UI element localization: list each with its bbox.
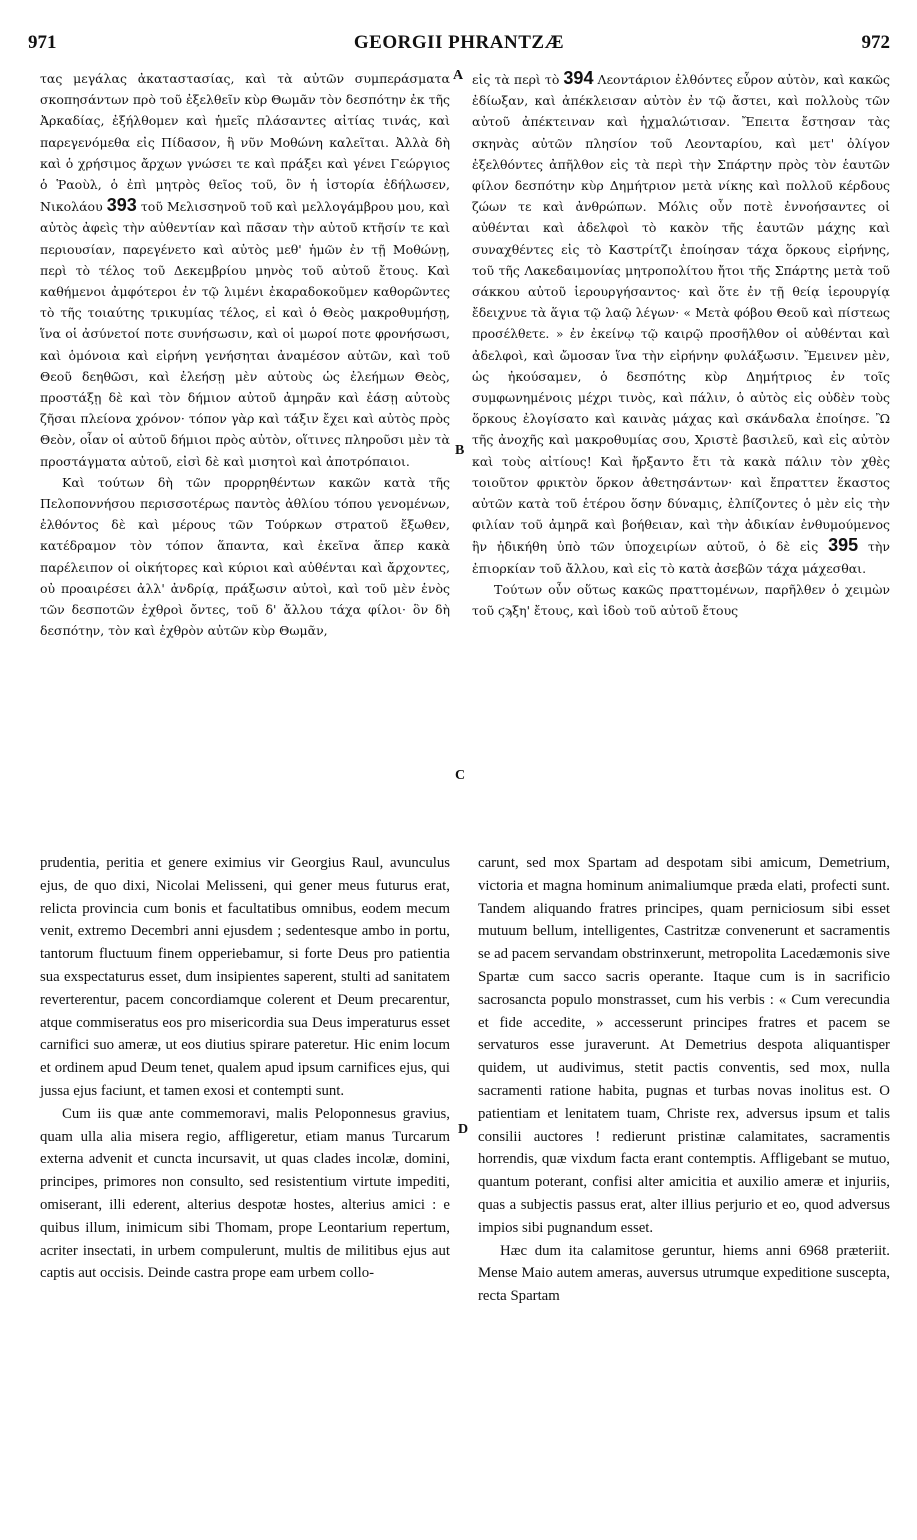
- greek-right-paragraph-1: [472, 68, 890, 579]
- greek-left-paragraph-1: [40, 68, 450, 472]
- page-header: [28, 32, 890, 56]
- greek-column-right: [472, 68, 890, 848]
- greek-left-paragraph-2: Καὶ τούτων δὴ τῶν προρρηθέντων κακῶν κατὰ τῆς Πελοποννήσου περισσοτέρως παντὸς ἀθλίου τόπου γενομένων, ἐλθόντος δὲ καὶ μέρους τῶν Τούρκων στρατοῦ ἔξωθεν, κατέδραμον τὸν τόπον ἅπαντα, καὶ ἐκεῖνα ἅπερ κακὰ παρέλειπον οἱ οἰκήτορες καὶ κύριοι καὶ αὐθένται καὶ ἄρχοντες, οὐ προαιρέσει ἀλλ' ἀνδρίᾳ, πράξωσιν αὐτοὶ, καὶ τοῦ μὲν ἑνὸς τῶν δεσποτῶν ἐχθροὶ ὄντες, τοῦ δ' ἄλλου τάχα φίλοι· ὃν δὴ δεσπότην, τὸν καὶ ἐχθρὸν αὐτῶν κὺρ Θωμᾶν,: [40, 474, 450, 639]
- margin-mark-a: A: [453, 68, 464, 83]
- margin-mark-c: C: [455, 768, 466, 783]
- greek-left-text-a: τας μεγάλας ἀκαταστασίας, καὶ τὰ αὐτῶν συμπεράσματα σκοπησάντων πρὸ τοῦ ἐξελθεῖν κὺρ Θωμᾶν τὸν δεσπότην ἐκ τῆς Ἀρκαδίας, ἐξήλθομεν καὶ ἡμεῖς πλάσαντες αἰτίας τινάς, καὶ παρεγενόμεθα εἰς Πίδασον, ἣ νῦν Μοθώνη καλεῖται. Ἀλλὰ δὴ καὶ ὁ χρήσιμος ἄρχων γνώσει τε καὶ πράξει καὶ γένει Γεώργιος ὁ Ῥαοὺλ, ὁ ἐπὶ μητρὸς θεῖος τοῦ, ὃν ἡ ἱστορία ἐδήλωσεν, Νικολάου: [40, 71, 450, 215]
- running-title: GEORGII PHRANTZÆ: [353, 32, 565, 53]
- margin-mark-d: D: [458, 1122, 469, 1137]
- latin-right-paragraph-1: carunt, sed mox Spartam ad despotam sibi amicum, Demetrium, victoria et magna hominum animaliumque præda elati, profecti sunt. Tandem aliquando fratres principes, quam perniciosum sibi esset mutuum bellum, intelligentes, Castritzæ convenerunt et sacramentis se ad pacem servandam obstrinxerunt, metropolita Lacedæmonis sive Spartæ cum sacco sacris operante. Itaque cum is in sacrificio sacrosancta populo monstrasset, cum his verbis : « Cum verecundia et fide accedite, » accesserunt principes fratres et pacem se servaturos esse juraverunt. At Demetrius despota aliquantisper quidem, ut audivimus, stetit pactis conventis, sed mox, nulla sacramenti ratione habita, pugnas et turbas novas inolitus est. O patientiam et lenitatem tuam, Christe rex, adversus ipsum et talis consilii auctores ! redierunt pristinæ calamitates, sacramentis horrendis, quæ vixdum facta erant contemptis. Affligebant se mutuo, quantum poterant, confisi alter amicitia et auxilio ameræ et injuriis, quas a subjectis passus erat, alter illius perjurio et eo, quod adversus impios sibi pugnandum esset.: [478, 855, 890, 1236]
- latin-column-left: [40, 852, 450, 1492]
- greek-right-text-a: εἰς τὰ περὶ τὸ: [472, 72, 560, 87]
- greek-column-left: [40, 68, 450, 848]
- greek-right-text-b: Λεοντάριον ἐλθόντες εὗρον αὐτὸν, καὶ κακῶς ἐδίωξαν, καὶ ἀπέκλεισαν αὐτὸν ἐν τῷ ἄστει, καὶ πολλοὺς τῶν αὐτοῦ ἀπέκτειναν καὶ ἠχμαλώτισαν. Ἔπειτα ἔστησαν τὰς σκηνὰς αὐτῶν πλησίον τοῦ Λεονταρίου, καὶ μετ' ὀλίγον ἐξελθόντες ἀπῆλθον εἰς τὰ περὶ τὴν Σπάρτην πρὸς τὸν ἑαυτῶν φίλον δεσπότην κὺρ Δημήτριον μετὰ νίκης καὶ πολλοῦ κέρδους ζώων τε καὶ ἀνθρώπων. Μόλις οὖν ποτὲ ἐννοήσαντες οἱ αὐθένται καὶ ἀδελφοὶ τὸ κακὸν τῆς ἑαυτῶν μάχης καὶ συναχθέντες εἰς τὸ Καστρίτζι ἐποίησαν τάχα ὅρκους εἰρήνης, τοῦ τῆς Λακεδαιμονίας μητροπολίτου ἤτοι τῆς Σπάρτης μετὰ τοῦ σάκκου αὐτοῦ ἱερουργήσαντος· καὶ ὅτε ἐν τῇ θείᾳ ἱερουργίᾳ ἔδειχνυε τὰ ἅγια τῷ λαῷ λέγων· « Μετὰ φόβου Θεοῦ καὶ πίστεως προσέλθετε. » ἐν ἐκείνῳ τῷ καιρῷ προσῆλθον οἱ αὐθένται καὶ ἀδελφοὶ, καὶ ὤμοσαν ἵνα τὴν εἰρήνην φυλάξωσιν. Ἔμεινεν μὲν, ὡς ἠκούσαμεν, ὁ δεσπότης κὺρ Δημήτριος ἐν τοῖς συμφωνημένοις μέχρι τινὸς, καὶ πάλιν, ὁ αὐτὸς εἰς οὐδὲν τοὺς ὅρκους ἐλογίσατο καὶ καινὰς μάχας καὶ σκάνδαλα ἐποίησε. Ὢ τῆς ἀνοχῆς καὶ μακροθυμίας σου, Χριστὲ βασιλεῦ, καὶ εἰς αὐτὸν καὶ τοὺς αἰτίους! Καὶ ἤρξαντο ἔτι τὰ κακὰ πάλιν τὸν χθὲς τοιοῦτον φρικτὸν ὅρκον ἀθετησάντων· καὶ ἔπραττεν ἕκαστος αὐτῶν κατὰ τοῦ ἑτέρου ὅσην δύναμις, ἐλπίζοντες ὁ μὲν εἰς τὴν φιλίαν τοῦ ἀμηρᾶ καὶ βοήθειαν, καὶ τὴν ἀδικίαν ἐνθυμούμενος ἣν ἠδικήθη ὑπὸ τῶν ὑποχειρίων αὐτοῦ, ὁ δὲ εἰς: [472, 72, 890, 555]
- edition-page-number-393: 393: [106, 195, 137, 216]
- latin-left-paragraph-2: Cum iis quæ ante commemoravi, malis Peloponnesus gravius, quam ulla alia misera regio, affligeretur, etiam manus Turcarum externa advenit et cuncta incursavit, ut quas clades incolæ, domini, principes, primores non consulto, sed resistentium virtute impediti, omiserant, illi ederent, alterius despotæ hostes, alterius amici : e quibus illum, inimicum sibi Thomam, prope Leontarium repertum, acriter insectati, in urbem compulerunt, multis de militibus ejus aut captis aut occisis. Deinde castra prope eam urbem collo-: [40, 1105, 450, 1282]
- latin-right-paragraph-2: Hæc dum ita calamitose geruntur, hiems anni 6968 præteriit. Mense Maio autem ameras, auversus utrumque expeditione suscepta, recta Spartam: [478, 1242, 890, 1305]
- edition-page-number-394: 394: [563, 68, 594, 88]
- greek-left-text-b: τοῦ Μελισσηνοῦ τοῦ καὶ μελλογάμβρου μου, καὶ αὐτὸς ἀφεὶς τὴν αὐθεντίαν καὶ πᾶσαν τὴν αὐτοῦ κτῆσίν τε καὶ περιουσίαν, παρεγένετο καὶ αὐτὸς μεθ' ἡμῶν ἐν τῇ Μοθώνῃ, περὶ τὸ τέλος τοῦ Δεκεμβρίου μηνὸς τοῦ αὐτοῦ ἔτους. Καὶ καθήμενοι ἀμφότεροι ἐν τῷ λιμένι ἐκαραδοκοῦμεν καθορῶντες τὸ τῆς τοιαύτης τρικυμίας τέλος, εἰ καὶ ὁ Θεὸς μακροθυμήσῃ, ἵνα οἱ ἀσύνετοί ποτε συνήσωσιν, καὶ οἱ μωροί ποτε φρονήσωσι, καὶ ὁμόνοια καὶ εἰρήνη γενήσηται ἀναμέσον αὐτῶν, καὶ τοῦ Θεοῦ δεηθῶσι, καὶ ἐλεήσῃ μὲν αὐτοὺς ὡς ἐλεήμων Θεὸς, προστάξῃ δὲ καὶ τὸν δήμιον αὐτοῦ ἀμηρᾶν καὶ ἐάσῃ αὐτοὺς ζῆσαι πλείονα χρόνον· τόπον γὰρ καὶ τάξιν ἔχει καὶ αὐτὸς πρὸς Θεὸν, οἷαν οἱ αὐτοῦ δήμιοι πρὸς αὐτὸν, οἵτινες πληροῦσι μὲν τὰ προστάγματα αὐτοῦ, εἰσὶ δὲ καὶ μισητοὶ καὶ ἀποτρόπαιοι.: [40, 199, 450, 469]
- page-number-left: 971: [28, 32, 57, 53]
- greek-right-text-c: τὴν ἐπιορκίαν τοῦ ἄλλου, καὶ εἰς τὸ κατὰ ἀσεβῶν τάχα μάχεσθαι.: [472, 539, 890, 576]
- page-number-right: 972: [861, 32, 890, 53]
- greek-right-paragraph-2: Τούτων οὖν οὕτως κακῶς πραττομένων, παρῆλθεν ὁ χειμὼν τοῦ ϛϡξη' ἔτους, καὶ ἰδοὺ τοῦ αὐτοῦ ἔτους: [472, 581, 890, 619]
- edition-page-number-395: 395: [828, 535, 859, 556]
- latin-column-right: [478, 852, 890, 1492]
- margin-mark-b: B: [455, 443, 465, 458]
- latin-left-paragraph-1: prudentia, peritia et genere eximius vir Georgius Raul, avunculus ejus, de quo dixi, Nicolai Melisseni, qui gener meus futurus erat, relicta provincia cum bonis et facultatibus omnibus, eodem mecum venit, extremo Decembri anni ejusdem ; sedentesque ambo in portu, tantorum fluctuum finem opperiebamur, si forte Deus pro patientia sua exspectaturus esset, dum insipientes saperent, stulti ad sanitatem reverterentur, pacem concordiamque colerent et Deum precarentur, atque commiseratus eos pro misericordia sua Deus imperaturus esset carnifici suo ameræ, ut eos diutius spirare pateretur. Hic enim locum et ordinem apud Deum tenet, qualem apud ipsum carnifices ejus, qui jussa ejus faciunt, et tamen exosi et contempti sunt.: [40, 855, 450, 1099]
